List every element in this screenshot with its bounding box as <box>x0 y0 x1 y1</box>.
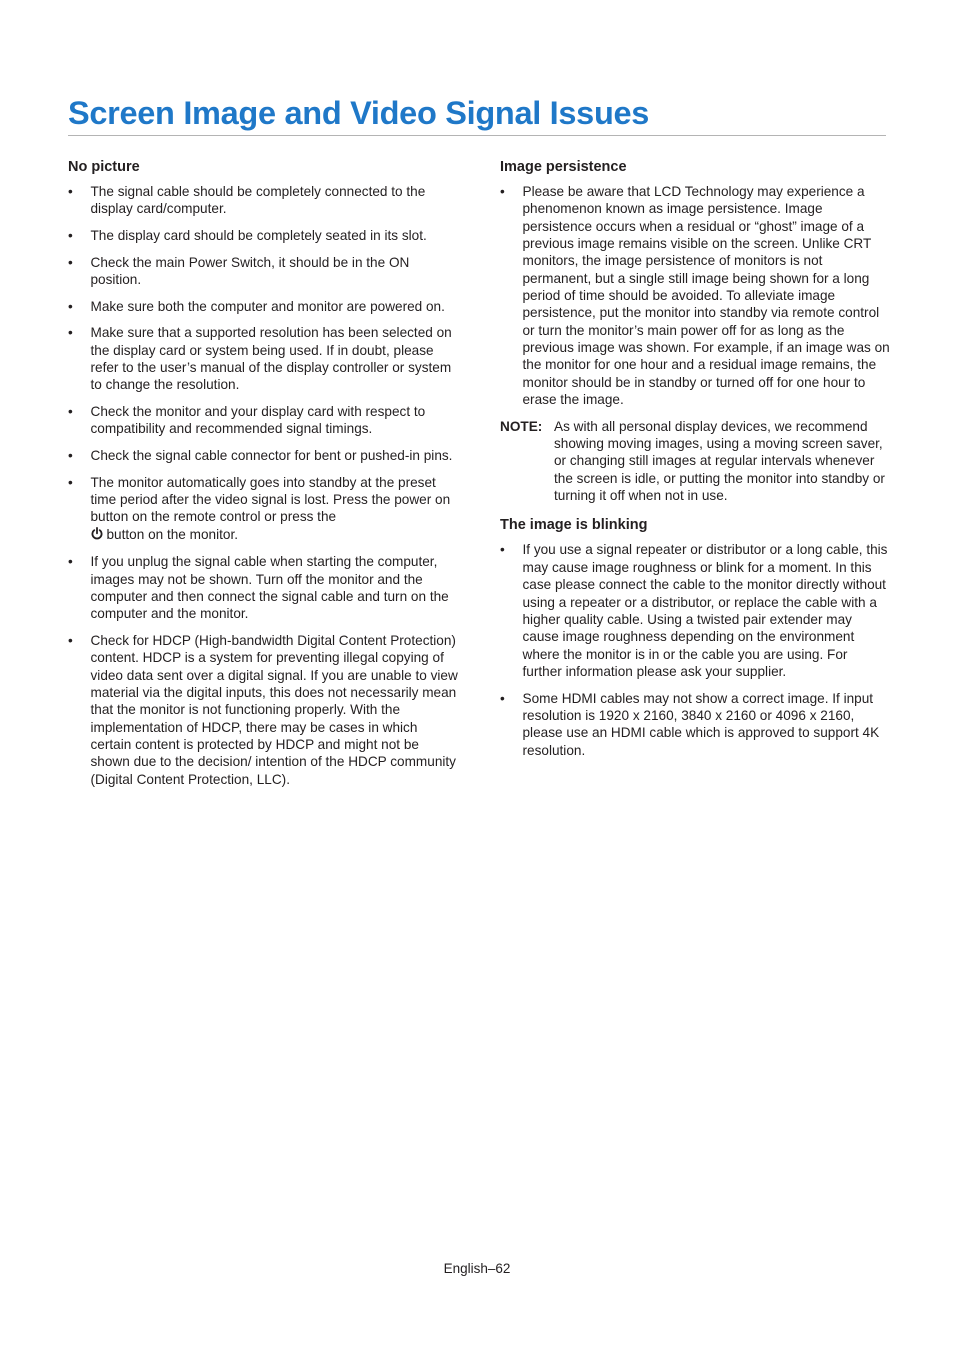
standby-text-before: The monitor automatically goes into standby at the preset time period after the video signal is lost. Press the power on button on the remote control or press the <box>90 474 451 525</box>
standby-text-after: button on the monitor. <box>106 526 238 542</box>
list-item-text: Check the signal cable connector for bent or pushed-in pins. <box>90 447 453 463</box>
bullet: • <box>500 184 505 199</box>
list-item <box>68 553 458 622</box>
bullet: • <box>68 474 73 490</box>
list-item-text: Check for HDCP (High-bandwidth Digital Content Protection) content. HDCP is a system for preventing illegal copying of video data sent over a digital signal. If you are unable to view material via the digital inputs, this does not necessarily mean that the monitor is not functioning properly. With the implementation of HDCP, there may be cases in which certain content is protected by HDCP and might not be shown due to the decision/ intention of the HDCP community (Digital Content Protection, LLC). <box>90 632 458 787</box>
note <box>500 418 890 505</box>
no-picture-heading: No picture <box>68 159 140 175</box>
right-column <box>500 157 890 768</box>
left-column <box>68 157 458 797</box>
note-label: NOTE: <box>500 418 543 434</box>
list-item-standby <box>68 474 458 544</box>
list-item <box>68 254 458 289</box>
list-item-text: The display card should be completely seated in its slot. <box>90 227 427 243</box>
list-item-text: Some HDMI cables may not show a correct image. If input resolution is 1920 x 2160, 3840 x 2160 or 4096 x 2160, please use an HDMI cable which is approved to support 4K resolution. <box>522 690 880 758</box>
image-persistence-list <box>500 183 890 408</box>
blinking-list <box>500 541 890 758</box>
page-title: Screen Image and Video Signal Issues <box>68 92 886 136</box>
bullet: • <box>68 227 73 243</box>
list-item <box>500 690 890 759</box>
list-item <box>68 324 458 393</box>
bullet: • <box>500 542 505 558</box>
list-item-text: Please be aware that LCD Technology may experience a phenomenon known as image persistence. Image persistence occurs when a residual or “ghost” image of a previous image remains visible on the screen. Unlike CRT monitors, the image persistence of monitors is not permanent, but a single still image being shown for a long period of time should be avoided. To alleviate image persistence, put the monitor into standby via remote control or turn the monitor’s main power off for as long as the previous image was shown. For example, if an image was on the monitor for one hour and a residual image remains, the monitor should be in standby or turned off for one hour to erase the image. <box>522 184 890 408</box>
list-item <box>68 183 458 218</box>
list-item <box>68 632 458 788</box>
list-item-text: Make sure that a supported resolution has been selected on the display card or system being used. If in doubt, please refer to the user’s manual of the display controller or system to change the resolution. <box>90 325 452 393</box>
bullet: • <box>68 632 73 648</box>
list-item <box>68 447 458 464</box>
page-number: English–62 <box>443 1261 511 1276</box>
list-item <box>68 403 458 438</box>
bullet: • <box>68 254 73 270</box>
list-item <box>68 298 458 315</box>
bullet: • <box>68 325 73 341</box>
bullet: • <box>68 447 73 463</box>
list-item <box>68 227 458 244</box>
image-persistence-heading: Image persistence <box>500 159 627 175</box>
blinking-heading: The image is blinking <box>500 517 648 534</box>
list-item <box>500 541 890 680</box>
list-item-text: Make sure both the computer and monitor are powered on. <box>90 298 445 314</box>
bullet: • <box>68 184 73 199</box>
no-picture-list <box>68 183 458 788</box>
list-item-text: If you unplug the signal cable when starting the computer, images may not be shown. Turn off the monitor and the computer and then connect the signal cable and turn on the computer and the monitor. <box>90 554 449 622</box>
note-text: As with all personal display devices, we recommend showing moving images, using a moving screen saver, or changing still images at regular intervals whenever the screen is idle, or putting the monitor into standby or turning it off when not in use. <box>554 418 885 504</box>
list-item-text: If you use a signal repeater or distributor or a long cable, this may cause image roughness or blink for a moment. In this case please connect the cable to the monitor directly without using a repeater or a distributor, or replace the cable with a higher quality cable. Using a twisted pair extender may cause image roughness depending on the environment where the monitor is in or the cable you are using. For further information please ask your supplier. <box>522 542 888 679</box>
bullet: • <box>500 690 505 706</box>
power-icon <box>91 527 103 544</box>
list-item <box>500 183 890 408</box>
bullet: • <box>68 298 73 314</box>
list-item-text: Check the monitor and your display card with respect to compatibility and recommended signal timings. <box>90 403 426 437</box>
list-item-text: Check the main Power Switch, it should be in the ON position. <box>90 254 410 287</box>
bullet: • <box>68 403 73 419</box>
list-item-text: The signal cable should be completely connected to the display card/computer. <box>90 184 426 217</box>
bullet: • <box>68 554 73 570</box>
